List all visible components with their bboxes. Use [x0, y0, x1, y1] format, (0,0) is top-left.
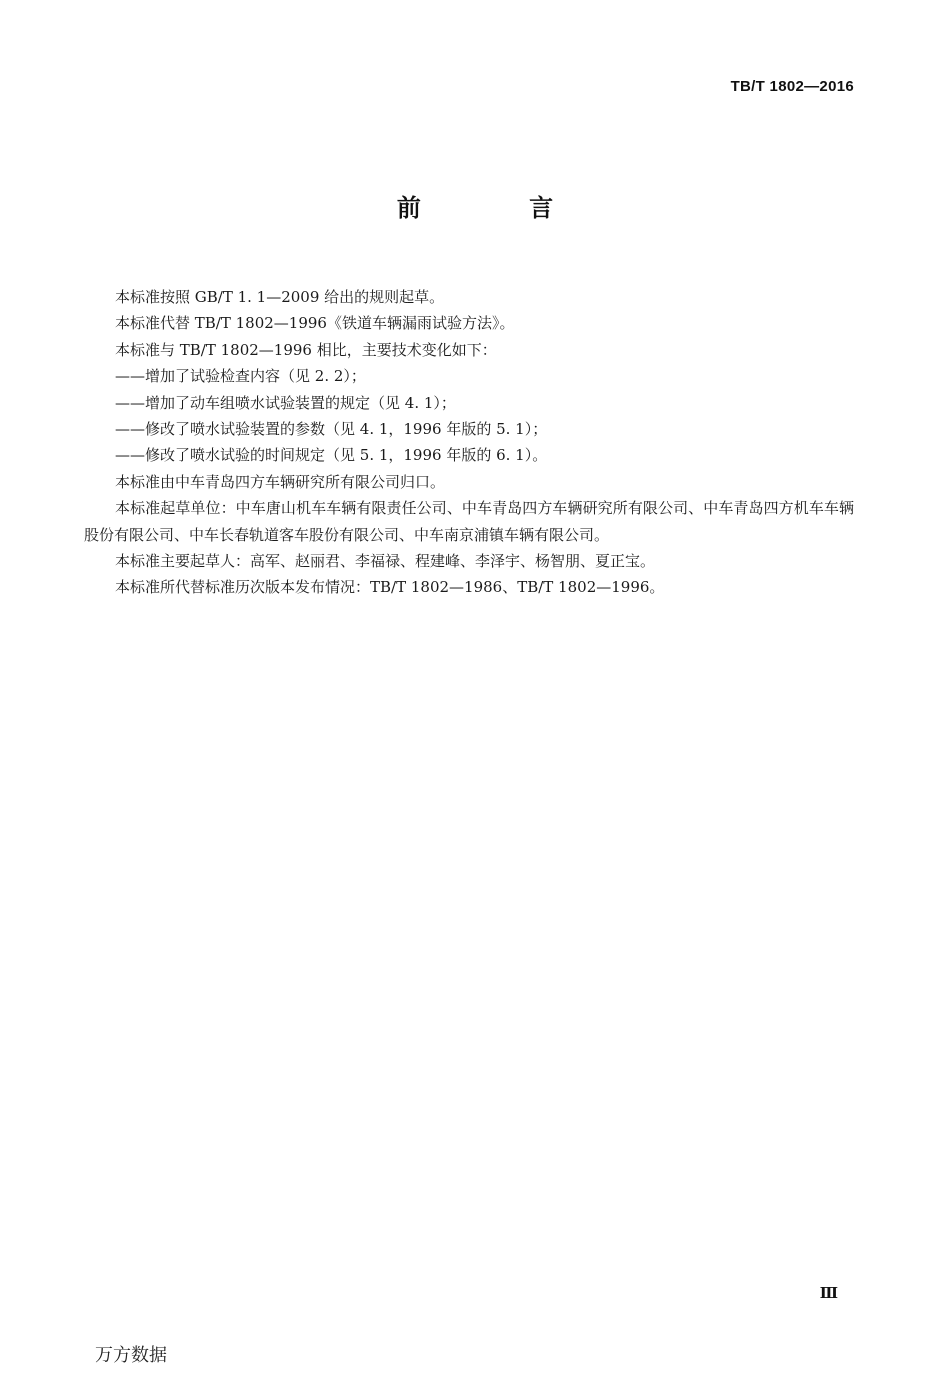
page-number: Ⅲ: [819, 1284, 838, 1302]
watermark-text: 万方数据: [95, 1345, 167, 1366]
change-item: ——增加了试验检查内容（见 2. 2）；: [115, 367, 366, 386]
page-title: 前 言: [396, 194, 604, 222]
paragraph-replaces: 本标准代替 TB/T 1802—1996《铁道车辆漏雨试验方法》。: [115, 314, 515, 333]
paragraph-centralized-by: 本标准由中车青岛四方车辆研究所有限公司归口。: [115, 472, 446, 491]
paragraph-version-history: 本标准所代替标准历次版本发布情况：TB/T 1802—1986、TB/T 1802—1996。: [115, 578, 665, 597]
change-item: ——修改了喷水试验的时间规定（见 5. 1，1996 年版的 6. 1）。: [115, 446, 548, 465]
paragraph-drafting-rules: 本标准按照 GB/T 1. 1—2009 给出的规则起草。: [115, 288, 445, 306]
change-item: ——修改了喷水试验装置的参数（见 4. 1，1996 年版的 5. 1）；: [115, 420, 548, 439]
standard-code: TB/T 1802—2016: [730, 78, 854, 95]
foreword-body: [84, 284, 854, 601]
paragraph-drafting-units: 本标准起草单位：中车唐山机车车辆有限责任公司、中车青岛四方车辆研究所有限公司、中车青岛四方机车车辆股份有限公司、中车长春轨道客车股份有限公司、中车南京浦镇车辆有限公司。: [84, 499, 854, 544]
paragraph-changes-intro: 本标准与 TB/T 1802—1996 相比，主要技术变化如下：: [115, 340, 497, 359]
change-item: ——增加了动车组喷水试验装置的规定（见 4. 1）；: [115, 393, 456, 412]
paragraph-drafters: 本标准主要起草人：高军、赵丽君、李福禄、程建峰、李泽宇、杨智朋、夏正宝。: [115, 552, 656, 571]
